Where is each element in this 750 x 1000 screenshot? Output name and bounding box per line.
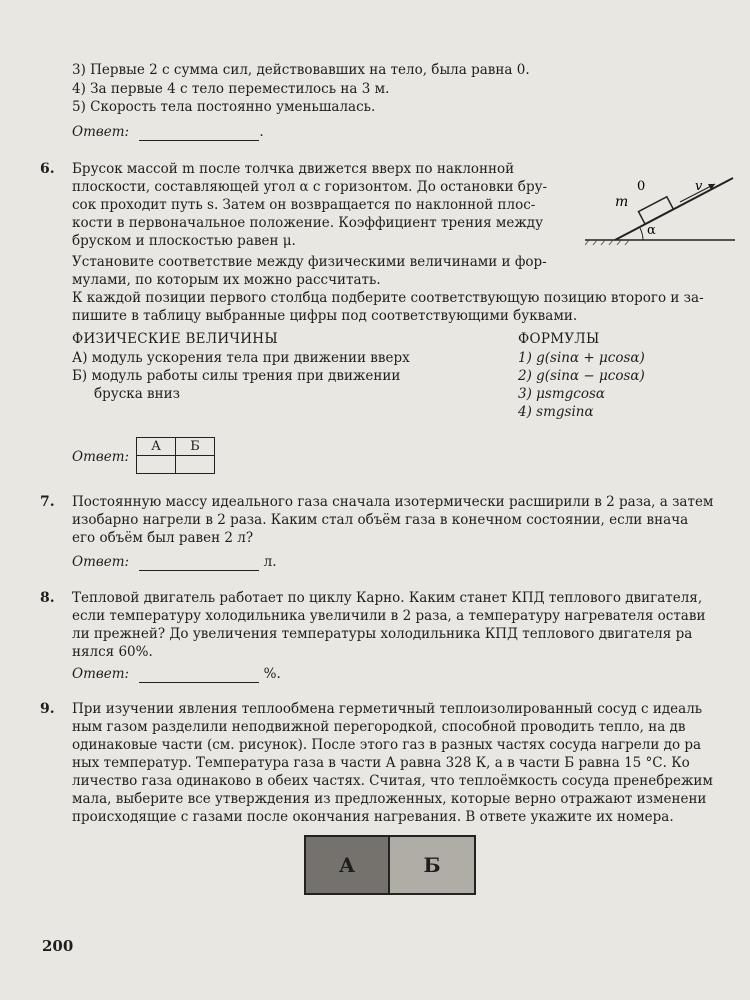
answer-blank[interactable] xyxy=(139,556,259,571)
task-8-answer-line xyxy=(72,666,281,683)
label-zero: 0 xyxy=(637,179,646,194)
quantity-b-cont: бруска вниз xyxy=(94,386,181,402)
prev-answer-line xyxy=(72,124,264,141)
answer-suffix: . xyxy=(259,124,264,140)
task-7-answer-line xyxy=(72,554,277,571)
quantity-b: Б) модуль работы силы трения при движении xyxy=(72,368,401,384)
task-9-line: личество газа одинаково в обеих частях. Считая, что теплоёмкость сосуда пренебрежим xyxy=(72,773,713,789)
task-9-line: происходящие с газами после окончания нагревания. В ответе укажите их номера. xyxy=(72,809,674,825)
answer-label: Ответ: xyxy=(72,554,130,570)
task-6-number: 6. xyxy=(40,161,55,177)
label-v: v xyxy=(695,179,703,194)
task-7-number: 7. xyxy=(40,494,55,510)
col-header-formulas: ФОРМУЛЫ xyxy=(518,331,600,347)
task-9-line: одинаковые части (см. рисунок). После этого газ в разных частях сосуда нагрели до ра xyxy=(72,737,702,753)
angle-arc xyxy=(640,228,643,240)
answer-unit: %. xyxy=(263,666,281,682)
task-6-line: сок проходит путь s. Затем он возвращается по наклонной плос- xyxy=(72,197,536,213)
task-7-line: изобарно нагрели в 2 раза. Каким стал объём газа в конечном состоянии, если внача xyxy=(72,512,689,528)
answer-blank[interactable] xyxy=(139,126,259,141)
answer-table-header-b: Б xyxy=(176,438,215,456)
vessel-part-a xyxy=(304,835,390,895)
answer-label: Ответ: xyxy=(72,666,130,682)
prev-option-3: 3) Первые 2 с сумма сил, действовавших на тело, была равна 0. xyxy=(72,62,530,78)
task-9-line: При изучении явления теплообмена герметичный теплоизолированный сосуд с идеаль xyxy=(72,701,703,717)
page-number: 200 xyxy=(42,937,74,955)
answer-unit: л. xyxy=(263,554,277,570)
prev-option-4: 4) За первые 4 с тело переместилось на 3 м. xyxy=(72,81,390,97)
answer-label: Ответ: xyxy=(72,124,130,140)
vessel-label-b: Б xyxy=(423,853,441,877)
task-8-line: Тепловой двигатель работает по циклу Карно. Каким станет КПД теплового двигателя, xyxy=(72,590,703,606)
task-9-number: 9. xyxy=(40,701,55,717)
vessel-label-a: А xyxy=(338,853,356,877)
task-9-line: ных температур. Температура газа в части А равна 328 К, а в части Б равна 15 °С. Ко xyxy=(72,755,690,771)
task-9-line: ным газом разделили неподвижной перегородкой, способной проводить тепло, на дв xyxy=(72,719,686,735)
inclined-plane-figure xyxy=(585,168,735,246)
label-alpha: α xyxy=(647,223,656,238)
task-6-line: К каждой позиции первого столбца подберите соответствующую позицию второго и за- xyxy=(72,290,704,306)
answer-cell-a[interactable] xyxy=(137,456,176,474)
label-m: m xyxy=(615,194,629,210)
task-6-line: плоскости, составляющей угол α с горизонтом. До остановки бру- xyxy=(72,179,548,195)
task-7-line: его объём был равен 2 л? xyxy=(72,530,254,546)
task-6-line: мулами, по которым их можно рассчитать. xyxy=(72,272,381,288)
task-6-line: пишите в таблицу выбранные цифры под соответствующими буквами. xyxy=(72,308,578,324)
formula-1: 1) g(sinα + μcosα) xyxy=(518,350,645,366)
answer-table-header-a: А xyxy=(137,438,176,456)
task-7-line: Постоянную массу идеального газа сначала изотермически расширили в 2 раза, а затем xyxy=(72,494,714,510)
task-9-line: мала, выберите все утверждения из предложенных, которые верно отражают изменени xyxy=(72,791,707,807)
vessel-part-b xyxy=(388,835,476,895)
answer-cell-b[interactable] xyxy=(176,456,215,474)
prev-option-5: 5) Скорость тела постоянно уменьшалась. xyxy=(72,99,376,115)
answer-table xyxy=(136,437,215,474)
block-group xyxy=(638,197,673,224)
formula-4: 4) smgsinα xyxy=(518,404,594,420)
answer-blank[interactable] xyxy=(139,668,259,683)
task-6-line: Брусок массой m после толчка движется вверх по наклонной xyxy=(72,161,515,177)
task-6-answer-label: Ответ: xyxy=(72,449,130,465)
formula-3: 3) μsmgcosα xyxy=(518,386,606,402)
block xyxy=(638,197,673,224)
task-8-line: если температуру холодильника увеличили в 2 раза, а температуру нагревателя остави xyxy=(72,608,706,624)
formula-2: 2) g(sinα − μcosα) xyxy=(518,368,645,384)
quantity-a: А) модуль ускорения тела при движении вверх xyxy=(72,350,410,366)
task-8-number: 8. xyxy=(40,590,55,606)
task-6-line: кости в первоначальное положение. Коэффициент трения между xyxy=(72,215,544,231)
task-8-line: ли прежней? До увеличения температуры холодильника КПД теплового двигателя ра xyxy=(72,626,693,642)
task-6-line: Установите соответствие между физическими величинами и фор- xyxy=(72,254,547,270)
task-8-line: нялся 60%. xyxy=(72,644,153,660)
task-6-line: бруском и плоскостью равен μ. xyxy=(72,233,296,249)
col-header-quantities: ФИЗИЧЕСКИЕ ВЕЛИЧИНЫ xyxy=(72,331,278,347)
